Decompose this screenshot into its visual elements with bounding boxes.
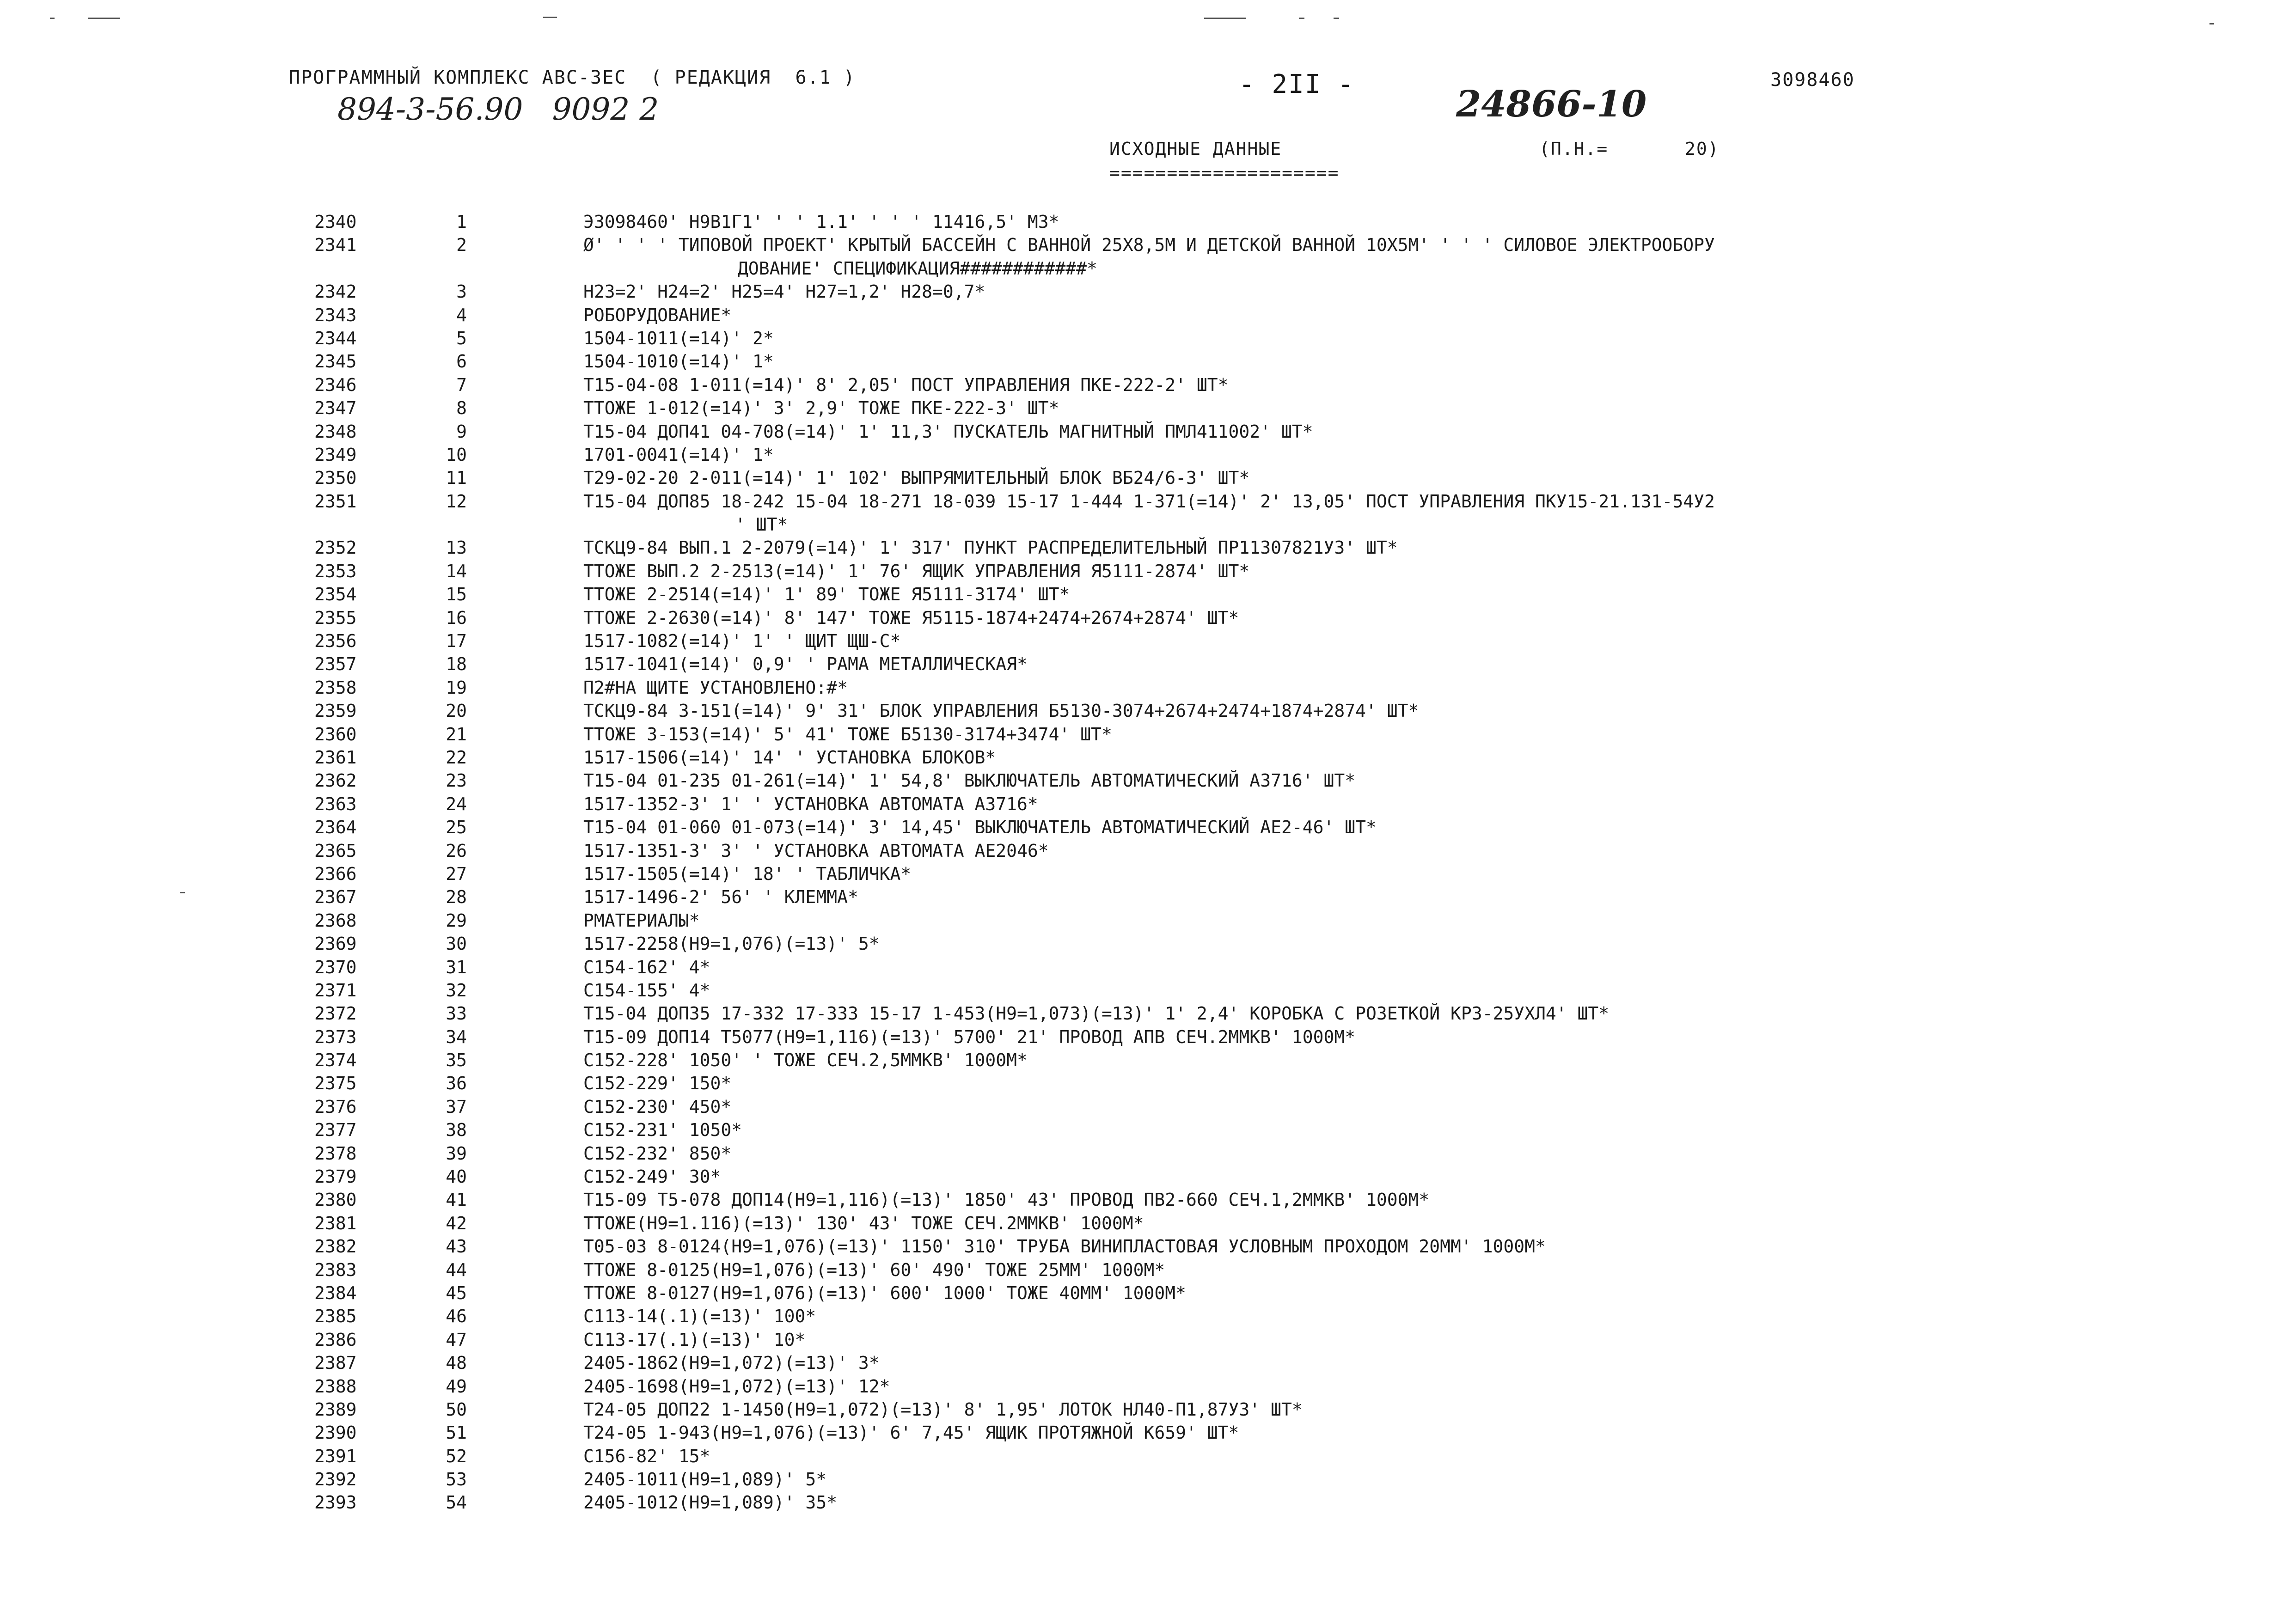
listing-row [0, 769, 2295, 792]
line-number: 2373 [314, 1026, 357, 1047]
record-text: ТТОЖЕ 3-153(=14)' 5' 41' ТОЖЕ Б5130-3174+3474' ШТ* [583, 724, 1112, 745]
line-number: 2361 [314, 747, 357, 768]
line-number: 2372 [314, 1003, 357, 1024]
record-index: 52 [446, 1446, 467, 1466]
line-number: 2376 [314, 1096, 357, 1117]
record-index: 13 [446, 537, 467, 558]
listing-row [0, 723, 2295, 746]
record-text: Э3098460' Н9В1Г1' ' ' 1.1' ' ' ' 11416,5' М3* [583, 212, 1059, 232]
record-text: ТТОЖЕ 8-0127(Н9=1,076)(=13)' 600' 1000' ТОЖЕ 40ММ' 1000М* [583, 1282, 1187, 1303]
document-code: 3098460 [1770, 69, 1855, 91]
scan-speck [1204, 18, 1246, 19]
record-text: ТСКЦ9-84 ВЫП.1 2-2079(=14)' 1' 317' ПУНКТ РАСПРЕДЕЛИТЕЛЬНЫЙ ПР11307821У3' ШТ* [583, 537, 1398, 558]
record-text: Т15-09 Т5-078 ДОП14(Н9=1,116)(=13)' 1850' 43' ПРОВОД ПВ2-660 СЕЧ.1,2ММКВ' 1000М* [583, 1190, 1430, 1210]
scan-speck [1334, 18, 1339, 19]
line-number: 2342 [314, 281, 357, 302]
line-number: 2388 [314, 1376, 357, 1397]
pn-label: (П.Н.= [1539, 139, 1609, 159]
listing-row [0, 560, 2295, 583]
record-text: ТСКЦ9-84 3-151(=14)' 9' 31' БЛОК УПРАВЛЕНИЯ Б5130-3074+2674+2474+1874+2874' ШТ* [583, 701, 1419, 721]
line-number: 2347 [314, 398, 357, 419]
line-number: 2340 [314, 212, 357, 232]
line-number: 2379 [314, 1166, 357, 1187]
record-text: ТТОЖЕ 1-012(=14)' 3' 2,9' ТОЖЕ ПКЕ-222-3' ШТ* [583, 398, 1059, 419]
record-text-continuation: ' ШТ* [735, 514, 788, 535]
record-index: 31 [446, 957, 467, 977]
record-index: 44 [446, 1259, 467, 1280]
listing-row [0, 676, 2295, 699]
listing-row [0, 1468, 2295, 1491]
record-index: 8 [456, 398, 467, 419]
handwritten-number: 24866-10 [1456, 83, 1647, 125]
record-text: 2405-1011(Н9=1,089)' 5* [583, 1469, 827, 1490]
listing-row [0, 373, 2295, 397]
line-number: 2346 [314, 374, 357, 395]
record-text: С152-249' 30* [583, 1166, 721, 1187]
line-number: 2390 [314, 1423, 357, 1443]
record-index: 25 [446, 817, 467, 838]
listing-row [0, 862, 2295, 885]
listing-row [0, 1142, 2295, 1165]
record-index: 21 [446, 724, 467, 745]
listing-row [0, 1398, 2295, 1421]
line-number: 2383 [314, 1259, 357, 1280]
listing-row [0, 1445, 2295, 1468]
listing-row [0, 1026, 2295, 1049]
record-text: С152-228' 1050' ' ТОЖЕ СЕЧ.2,5ММКВ' 1000М* [583, 1050, 1028, 1071]
listing-row [0, 1165, 2295, 1188]
record-text: 1517-1351-3' 3' ' УСТАНОВКА АВТОМАТА АЕ2046* [583, 840, 1049, 861]
record-index: 23 [446, 770, 467, 791]
record-index: 15 [446, 584, 467, 605]
record-text: Т15-04 ДОП85 18-242 15-04 18-271 18-039 15-17 1-444 1-371(=14)' 2' 13,05' ПОСТ УПРАВЛЕНИЯ ПКУ15-21.131-54У2 [583, 491, 1715, 512]
listing-row [0, 932, 2295, 955]
record-index: 20 [446, 701, 467, 721]
line-number: 2368 [314, 910, 357, 931]
record-text: РОБОРУДОВАНИЕ* [583, 305, 732, 325]
line-number: 2350 [314, 468, 357, 488]
listing-row [0, 629, 2295, 653]
line-number: 2345 [314, 351, 357, 372]
line-number: 2378 [314, 1143, 357, 1164]
line-number: 2353 [314, 561, 357, 581]
line-number: 2351 [314, 491, 357, 512]
record-text: 2405-1012(Н9=1,089)' 35* [583, 1492, 838, 1513]
listing-row [0, 1118, 2295, 1142]
line-number: 2380 [314, 1190, 357, 1210]
record-text: Н23=2' Н24=2' Н25=4' Н27=1,2' Н28=0,7* [583, 281, 985, 302]
listing-row [0, 1072, 2295, 1095]
record-index: 5 [456, 328, 467, 348]
record-index: 4 [456, 305, 467, 325]
line-number: 2371 [314, 980, 357, 1001]
line-number: 2377 [314, 1120, 357, 1141]
record-index: 32 [446, 980, 467, 1001]
listing-row [0, 443, 2295, 466]
record-index: 46 [446, 1306, 467, 1327]
line-number: 2357 [314, 654, 357, 675]
listing-row [0, 909, 2295, 932]
record-index: 43 [446, 1236, 467, 1257]
record-index: 27 [446, 863, 467, 884]
record-text: ТТОЖЕ(Н9=1.116)(=13)' 130' 43' ТОЖЕ СЕЧ.2ММКВ' 1000М* [583, 1213, 1144, 1233]
listing-row [0, 397, 2295, 420]
line-number: 2374 [314, 1050, 357, 1071]
record-index: 16 [446, 607, 467, 628]
scan-speck [2209, 23, 2214, 24]
listing-row [0, 1282, 2295, 1305]
record-index: 33 [446, 1003, 467, 1024]
listing-row-continuation [0, 257, 2295, 280]
record-index: 30 [446, 934, 467, 954]
line-number: 2352 [314, 537, 357, 558]
line-number: 2360 [314, 724, 357, 745]
line-number: 2375 [314, 1073, 357, 1094]
record-index: 41 [446, 1190, 467, 1210]
record-text: ТТОЖЕ 8-0125(Н9=1,076)(=13)' 60' 490' ТОЖЕ 25ММ' 1000М* [583, 1259, 1165, 1280]
line-number: 2356 [314, 631, 357, 652]
line-number: 2354 [314, 584, 357, 605]
listing-row [0, 210, 2295, 233]
line-number: 2362 [314, 770, 357, 791]
line-number: 2348 [314, 421, 357, 442]
listing-row [0, 1491, 2295, 1514]
record-index: 50 [446, 1399, 467, 1420]
listing-row [0, 327, 2295, 350]
line-number: 2381 [314, 1213, 357, 1233]
record-index: 9 [456, 421, 467, 442]
listing-row [0, 746, 2295, 769]
record-index: 38 [446, 1120, 467, 1141]
record-index: 24 [446, 794, 467, 814]
record-text: С152-229' 150* [583, 1073, 732, 1094]
line-number: 2386 [314, 1329, 357, 1350]
listing-row [0, 1305, 2295, 1328]
listing-row [0, 1328, 2295, 1351]
line-number: 2355 [314, 607, 357, 628]
record-text: Т15-04 ДОП41 04-708(=14)' 1' 11,3' ПУСКАТЕЛЬ МАГНИТНЫЙ ПМЛ411002' ШТ* [583, 421, 1313, 442]
listing-row [0, 350, 2295, 373]
record-index: 29 [446, 910, 467, 931]
listing-row [0, 1258, 2295, 1282]
section-title: ИСХОДНЫЕ ДАННЫЕ [1109, 139, 1282, 159]
listing-row [0, 466, 2295, 489]
listing-row [0, 956, 2295, 979]
listing-row [0, 979, 2295, 1002]
record-text: 1517-1082(=14)' 1' ' ЩИТ ЩШ-С* [583, 631, 901, 652]
record-index: 1 [456, 212, 467, 232]
line-number: 2391 [314, 1446, 357, 1466]
line-number: 2389 [314, 1399, 357, 1420]
record-index: 7 [456, 374, 467, 395]
handwritten-reference: 894-3-56.90 9092 2 [337, 92, 659, 127]
record-index: 45 [446, 1282, 467, 1303]
listing-row [0, 536, 2295, 559]
record-index: 49 [446, 1376, 467, 1397]
scan-speck [50, 18, 55, 19]
record-text: С113-14(.1)(=13)' 100* [583, 1306, 816, 1327]
program-title: ПРОГРАММНЫЙ КОМПЛЕКС АВС-3ЕС ( РЕДАКЦИЯ 6.1 ) [289, 67, 856, 88]
listing-row [0, 1095, 2295, 1118]
record-text: Т24-05 ДОП22 1-1450(Н9=1,072)(=13)' 8' 1,95' ЛОТОК НЛ40-П1,87У3' ШТ* [583, 1399, 1303, 1420]
line-number: 2385 [314, 1306, 357, 1327]
record-index: 34 [446, 1026, 467, 1047]
record-text: Т24-05 1-943(Н9=1,076)(=13)' 6' 7,45' ЯЩИК ПРОТЯЖНОЙ К659' ШТ* [583, 1423, 1239, 1443]
record-text: Т15-04 ДОП35 17-332 17-333 15-17 1-453(Н9=1,073)(=13)' 1' 2,4' КОРОБКА С РОЗЕТКОЙ КР3-25УХЛ4' ШТ* [583, 1003, 1610, 1024]
record-text: С156-82' 15* [583, 1446, 710, 1466]
record-index: 39 [446, 1143, 467, 1164]
line-number: 2344 [314, 328, 357, 348]
record-text: 1517-1352-3' 1' ' УСТАНОВКА АВТОМАТА А3716* [583, 794, 1038, 814]
listing-row [0, 606, 2295, 629]
listing-row [0, 1188, 2295, 1211]
record-text: 2405-1698(Н9=1,072)(=13)' 12* [583, 1376, 890, 1397]
line-number: 2369 [314, 934, 357, 954]
listing-row [0, 1049, 2295, 1072]
line-number: 2367 [314, 887, 357, 908]
record-text: 1517-1041(=14)' 0,9' ' РАМА МЕТАЛЛИЧЕСКАЯ* [583, 654, 1028, 675]
listing-row-continuation [0, 513, 2295, 536]
record-index: 12 [446, 491, 467, 512]
listing-row [0, 233, 2295, 256]
listing-row [0, 280, 2295, 303]
record-text: С154-155' 4* [583, 980, 710, 1001]
listing-row [0, 1375, 2295, 1398]
line-number: 2365 [314, 840, 357, 861]
record-text: ТТОЖЕ 2-2514(=14)' 1' 89' ТОЖЕ Я5111-3174' ШТ* [583, 584, 1070, 605]
line-number: 2393 [314, 1492, 357, 1513]
pn-value: 20) [1685, 139, 1720, 159]
record-text: С152-230' 450* [583, 1096, 732, 1117]
scan-speck [88, 18, 120, 19]
line-number: 2384 [314, 1282, 357, 1303]
record-index: 40 [446, 1166, 467, 1187]
line-number: 2387 [314, 1353, 357, 1374]
record-text: Т29-02-20 2-011(=14)' 1' 102' ВЫПРЯМИТЕЛЬНЫЙ БЛОК ВБ24/6-3' ШТ* [583, 468, 1250, 488]
record-text: ТТОЖЕ ВЫП.2 2-2513(=14)' 1' 76' ЯЩИК УПРАВЛЕНИЯ Я5111-2874' ШТ* [583, 561, 1250, 581]
record-index: 17 [446, 631, 467, 652]
listing-row [0, 490, 2295, 513]
line-number: 2382 [314, 1236, 357, 1257]
record-text: П2#НА ЩИТЕ УСТАНОВЛЕНО:#* [583, 677, 848, 698]
record-index: 6 [456, 351, 467, 372]
record-text: Ø' ' ' ' ТИПОВОЙ ПРОЕКТ' КРЫТЫЙ БАССЕЙН С ВАННОЙ 25Х8,5М И ДЕТСКОЙ ВАННОЙ 10Х5М' ' ' ' СИЛОВОЕ ЭЛЕКТРООБОРУ [583, 235, 1715, 256]
record-index: 11 [446, 468, 467, 488]
section-underline: ==================== [1109, 163, 1340, 183]
record-index: 18 [446, 654, 467, 675]
record-text: ТТОЖЕ 2-2630(=14)' 8' 147' ТОЖЕ Я5115-1874+2474+2674+2874' ШТ* [583, 607, 1239, 628]
record-text: 1517-1496-2' 56' ' КЛЕММА* [583, 887, 858, 908]
record-text: С154-162' 4* [583, 957, 710, 977]
record-text: 1504-1011(=14)' 2* [583, 328, 774, 348]
listing-row [0, 793, 2295, 816]
listing-row [0, 1212, 2295, 1235]
record-index: 53 [446, 1469, 467, 1490]
line-number: 2392 [314, 1469, 357, 1490]
record-index: 10 [446, 444, 467, 465]
record-index: 19 [446, 677, 467, 698]
listing-row [0, 583, 2295, 606]
record-text: С113-17(.1)(=13)' 10* [583, 1329, 806, 1350]
line-number: 2358 [314, 677, 357, 698]
record-index: 47 [446, 1329, 467, 1350]
data-listing [0, 210, 2295, 1514]
record-index: 26 [446, 840, 467, 861]
listing-row [0, 420, 2295, 443]
line-number: 2359 [314, 701, 357, 721]
listing-row [0, 304, 2295, 327]
record-index: 3 [456, 281, 467, 302]
listing-row [0, 1002, 2295, 1025]
record-text: Т15-04 01-235 01-261(=14)' 1' 54,8' ВЫКЛЮЧАТЕЛЬ АВТОМАТИЧЕСКИЙ А3716' ШТ* [583, 770, 1356, 791]
listing-row [0, 653, 2295, 676]
line-number: 2349 [314, 444, 357, 465]
listing-row [0, 885, 2295, 909]
page-number: - 2II - [1239, 69, 1355, 99]
line-number: 2363 [314, 794, 357, 814]
line-number: 2343 [314, 305, 357, 325]
scan-speck [543, 17, 557, 18]
record-text: Т15-09 ДОП14 Т5077(Н9=1,116)(=13)' 5700' 21' ПРОВОД АПВ СЕЧ.2ММКВ' 1000М* [583, 1026, 1356, 1047]
record-text: 1701-0041(=14)' 1* [583, 444, 774, 465]
record-index: 22 [446, 747, 467, 768]
listing-row [0, 816, 2295, 839]
record-text: 1517-1505(=14)' 18' ' ТАБЛИЧКА* [583, 863, 912, 884]
listing-row [0, 1235, 2295, 1258]
line-number: 2366 [314, 863, 357, 884]
record-index: 51 [446, 1423, 467, 1443]
line-number: 2370 [314, 957, 357, 977]
record-index: 28 [446, 887, 467, 908]
line-number: 2364 [314, 817, 357, 838]
record-index: 14 [446, 561, 467, 581]
record-index: 48 [446, 1353, 467, 1374]
record-text: 1517-2258(Н9=1,076)(=13)' 5* [583, 934, 880, 954]
record-index: 35 [446, 1050, 467, 1071]
record-text: 1517-1506(=14)' 14' ' УСТАНОВКА БЛОКОВ* [583, 747, 996, 768]
record-text: Т05-03 8-0124(Н9=1,076)(=13)' 1150' 310' ТРУБА ВИНИПЛАСТОВАЯ УСЛОВНЫМ ПРОХОДОМ 20ММ' 1000М* [583, 1236, 1546, 1257]
record-text: РМАТЕРИАЛЫ* [583, 910, 700, 931]
record-index: 2 [456, 235, 467, 256]
record-index: 54 [446, 1492, 467, 1513]
scan-speck [1299, 18, 1304, 19]
record-text: Т15-04 01-060 01-073(=14)' 3' 14,45' ВЫКЛЮЧАТЕЛЬ АВТОМАТИЧЕСКИЙ АЕ2-46' ШТ* [583, 817, 1377, 838]
record-text: 2405-1862(Н9=1,072)(=13)' 3* [583, 1353, 880, 1374]
record-text: 1504-1010(=14)' 1* [583, 351, 774, 372]
listing-row [0, 1421, 2295, 1444]
line-number: 2341 [314, 235, 357, 256]
listing-row [0, 839, 2295, 862]
record-index: 42 [446, 1213, 467, 1233]
listing-row [0, 1351, 2295, 1374]
listing-row [0, 699, 2295, 722]
record-text: Т15-04-08 1-011(=14)' 8' 2,05' ПОСТ УПРАВЛЕНИЯ ПКЕ-222-2' ШТ* [583, 374, 1229, 395]
record-index: 37 [446, 1096, 467, 1117]
record-text: С152-231' 1050* [583, 1120, 742, 1141]
record-text-continuation: ДОВАНИЕ' СПЕЦИФИКАЦИЯ############* [738, 258, 1097, 279]
record-text: С152-232' 850* [583, 1143, 732, 1164]
record-index: 36 [446, 1073, 467, 1094]
